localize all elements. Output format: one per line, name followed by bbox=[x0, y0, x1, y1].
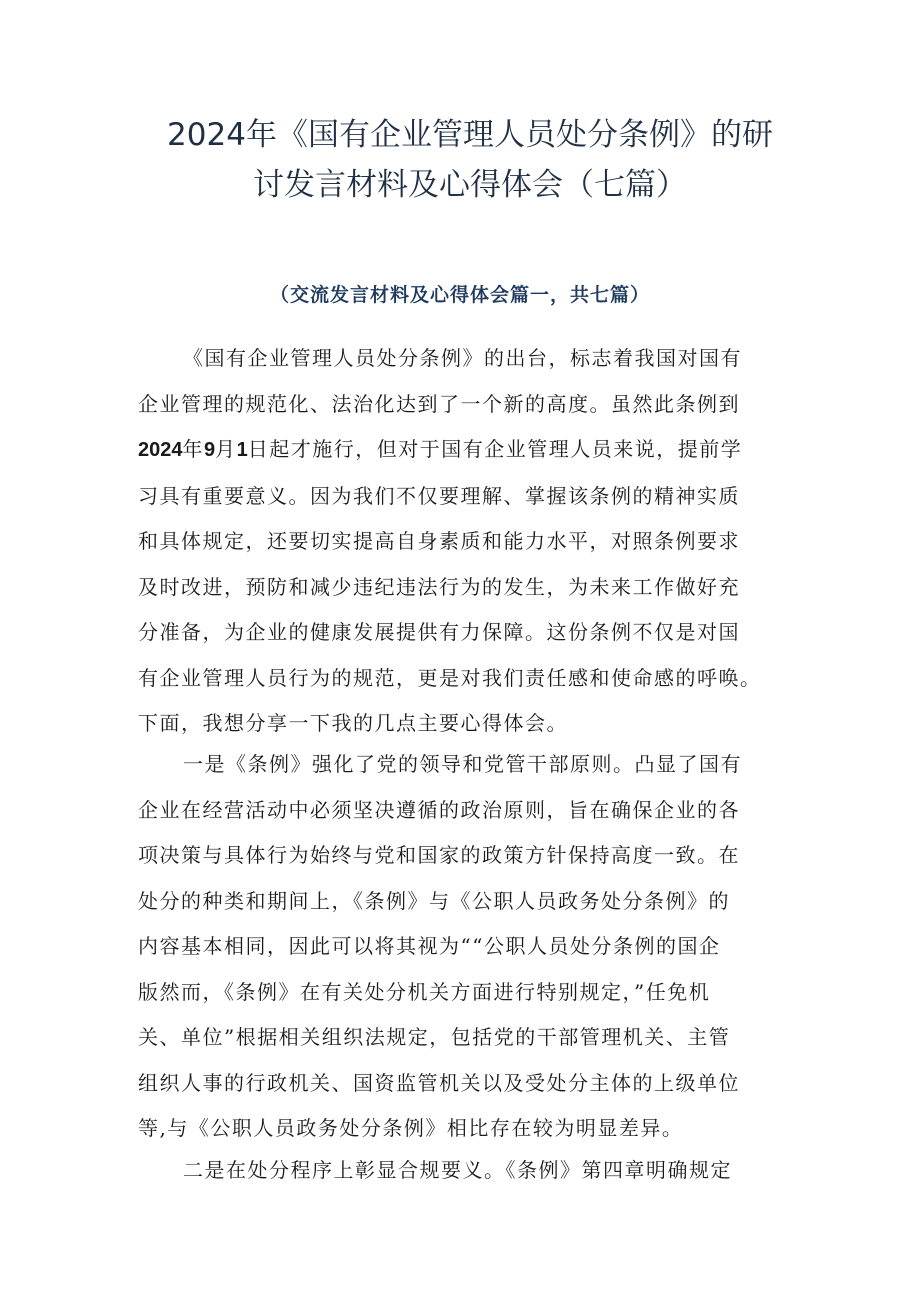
paragraph-line: 处分的种类和期间上，《条例》与《公职人员政务处分条例》的 bbox=[138, 888, 730, 913]
date-year-unit: 年 bbox=[182, 437, 204, 461]
title-line-1: 2024年《国有企业管理人员处分条例》的研 bbox=[167, 117, 773, 153]
paragraph-3 bbox=[138, 1148, 808, 1194]
paragraph-line-rest: 日起才施行，但对于国有企业管理人员来说，提前学 bbox=[247, 437, 743, 461]
paragraph-line: 企业在经营活动中必须坚决遵循的政治原则，旨在确保企业的各 bbox=[138, 797, 740, 822]
paragraph-line: 一是《条例》强化了党的领导和党管干部原则。凸显了国有 bbox=[183, 752, 742, 776]
paragraph-line-with-date bbox=[138, 427, 808, 474]
paragraph-line: 等,与《公职人员政务处分条例》相比存在较为明显差异。 bbox=[138, 1116, 684, 1140]
section-subtitle: （交流发言材料及心得体会篇一，共七篇） bbox=[269, 284, 650, 306]
paragraph-line: 及时改进，预防和减少违纪违法行为的发生，为未来工作做好充 bbox=[138, 574, 740, 599]
paragraph-line: 内容基本相同，因此可以将其视为““公职人员处分条例的国企 bbox=[138, 934, 721, 958]
paragraph-line: 组织人事的行政机关、国资监管机关以及受处分主体的上级单位 bbox=[138, 1070, 740, 1095]
paragraph-line: 习具有重要意义。因为我们不仅要理解、掌握该条例的精神实质 bbox=[138, 483, 740, 508]
paragraph-line: 和具体规定，还要切实提高自身素质和能力水平，对照条例要求 bbox=[138, 529, 740, 553]
document-title bbox=[120, 110, 820, 210]
paragraph-line: 二是在处分程序上彰显合规要义。《条例》第四章明确规定 bbox=[183, 1158, 732, 1182]
paragraph-line: 企业管理的规范化、法治化达到了一个新的高度。虽然此条例到 bbox=[138, 391, 740, 416]
paragraph-line: 关、单位”根据相关组织法规定，包括党的干部管理机关、主管 bbox=[138, 1025, 731, 1049]
paragraph-line: 下面，我想分享一下我的几点主要心得体会。 bbox=[138, 711, 568, 735]
date-day: 1 bbox=[236, 439, 248, 461]
date-month-unit: 月 bbox=[215, 437, 237, 461]
paragraph-line: 有企业管理人员行为的规范，更是对我们责任感和使命感的呼唤。 bbox=[138, 665, 762, 690]
paragraph-line: 版然而，《条例》在有关处分机关方面进行特别规定，”任免机 bbox=[138, 979, 711, 1004]
title-line-2: 讨发言材料及心得体会（七篇） bbox=[253, 167, 687, 203]
date-month: 9 bbox=[204, 439, 216, 461]
paragraph-1 bbox=[138, 336, 808, 747]
date-year: 2024 bbox=[138, 439, 183, 461]
paragraph-line: 分准备，为企业的健康发展提供有力保障。这份条例不仅是对国 bbox=[138, 620, 740, 644]
paragraph-line: 《国有企业管理人员处分条例》的出台，标志着我国对国有 bbox=[183, 346, 742, 370]
paragraph-line: 项决策与具体行为始终与党和国家的政策方针保持高度一致。在 bbox=[138, 843, 740, 867]
paragraph-2 bbox=[138, 742, 808, 1152]
